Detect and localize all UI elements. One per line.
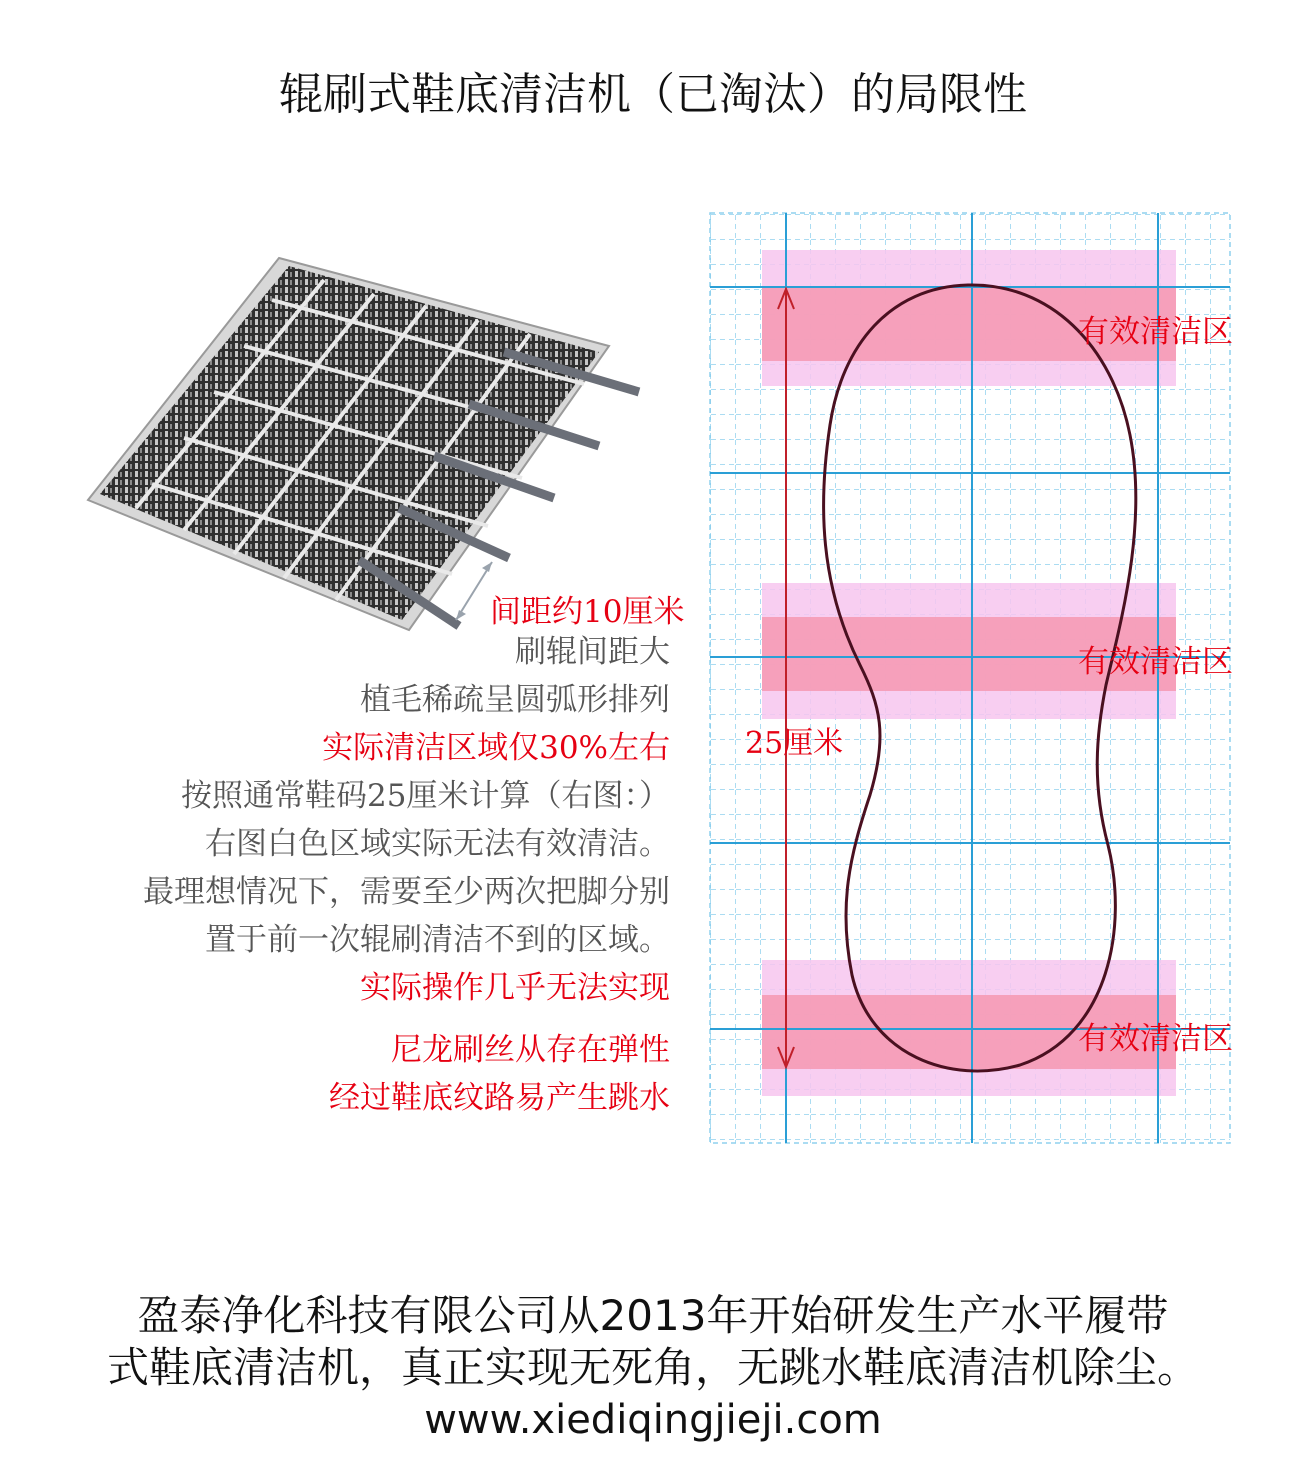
footer-line-2: 式鞋底清洁机，真正实现无死角，无跳水鞋底清洁机除尘。 [106, 1343, 1199, 1392]
note-line: 植毛稀疏呈圆弧形排列 [360, 682, 670, 718]
notes-block [10, 628, 670, 1122]
note-line: 最理想情况下，需要至少两次把脚分别 [143, 874, 670, 910]
page-title: 辊刷式鞋底清洁机（已淘汰）的局限性 [279, 69, 1027, 120]
note-line: 实际清洁区域仅30%左右 [322, 730, 670, 766]
spacing-dimension-arrow [456, 562, 492, 620]
footer-line-1: 盈泰净化科技有限公司从2013年开始研发生产水平履带 [137, 1291, 1169, 1340]
spacing-label: 间距约10厘米 [490, 594, 685, 630]
note-line: 刷辊间距大 [515, 634, 670, 670]
note-line: 右图白色区域实际无法有效清洁。 [205, 826, 670, 862]
note-line: 置于前一次辊刷清洁不到的区域。 [205, 922, 670, 958]
note-line: 实际操作几乎无法实现 [360, 970, 670, 1006]
note-line: 按照通常鞋码25厘米计算（右图：） [181, 778, 670, 814]
zone-label-top: 有效清洁区 [1078, 314, 1233, 350]
note-line: 尼龙刷丝从存在弹性 [391, 1032, 670, 1068]
zone-label-bottom: 有效清洁区 [1078, 1021, 1233, 1057]
footer-url: www.xiediqingjieji.com [424, 1397, 882, 1443]
note-line: 经过鞋底纹路易产生跳水 [329, 1080, 670, 1116]
length-label: 25厘米 [745, 726, 844, 761]
zone-label-middle: 有效清洁区 [1078, 644, 1233, 680]
footer [0, 1290, 1306, 1446]
